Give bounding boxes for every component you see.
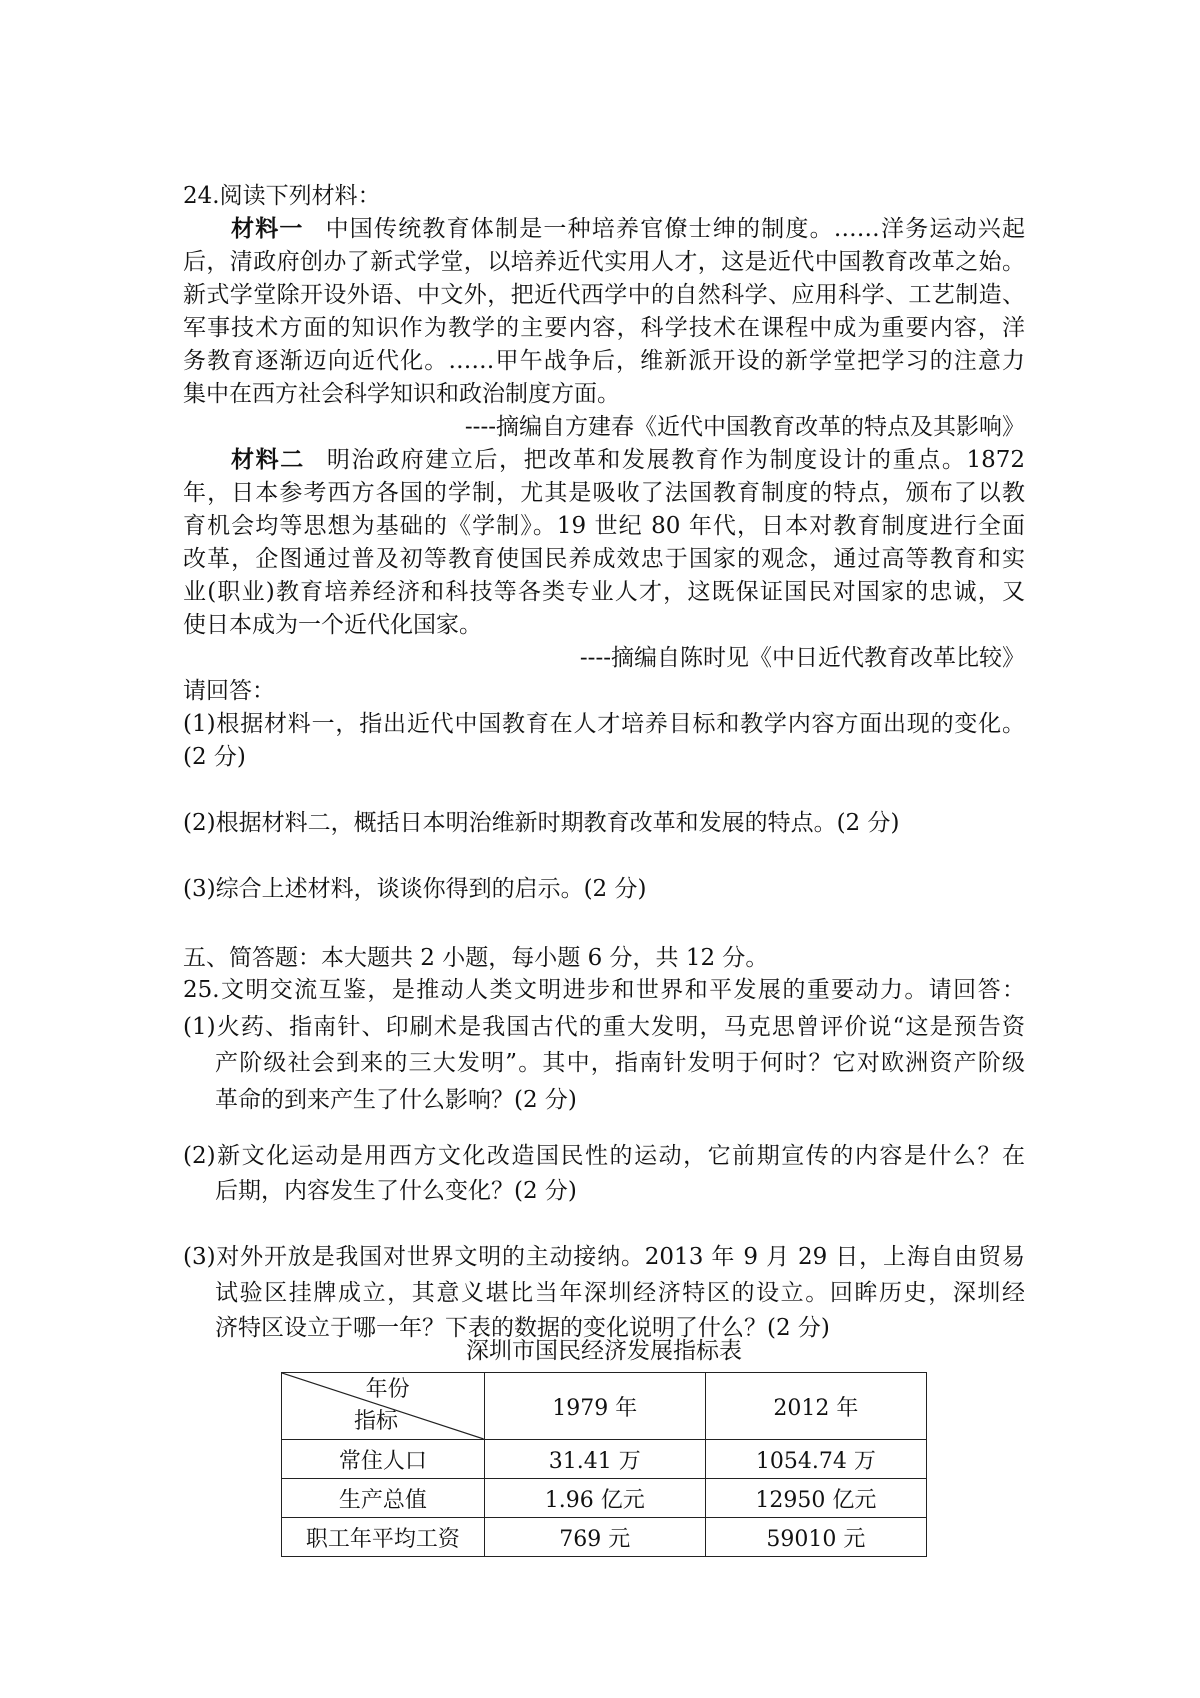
header-year-label: 年份 [365, 1377, 410, 1402]
material2-line: 改革，企图通过普及初等教育使国民养成效忠于国家的观念，通过高等教育和实 [183, 546, 1025, 572]
q24-heading: 24.阅读下列材料： [183, 183, 381, 209]
material1-label: 材料一 [231, 216, 304, 242]
q24-question-2: (2)根据材料二，概括日本明治维新时期教育改革和发展的特点。(2 分) [183, 810, 900, 836]
q25-question-3-line: 济特区设立于哪一年？下表的数据的变化说明了什么？(2 分) [215, 1315, 830, 1341]
material1-source: ----摘编自方建春《近代中国教育改革的特点及其影响》 [464, 414, 1025, 440]
q25-question-2: (2)新文化运动是用西方文化改造国民性的运动，它前期宣传的内容是什么？在 [183, 1143, 1025, 1169]
material1-line: 军事技术方面的知识作为教学的主要内容，科学技术在课程中成为重要内容，洋 [183, 315, 1025, 341]
material1-line: 务教育逐渐迈向近代化。……甲午战争后，维新派开设的新学堂把学习的注意力 [183, 348, 1025, 374]
table-row [282, 1518, 927, 1557]
material2-source: ----摘编自陈时见《中日近代教育改革比较》 [579, 645, 1025, 671]
table-cell: 59010 元 [705, 1518, 926, 1557]
material1-line: 集中在西方社会科学知识和政治制度方面。 [183, 381, 620, 407]
section-heading: 五、简答题：本大题共 2 小题，每小题 6 分，共 12 分。 [183, 945, 769, 971]
table-cell: 1.96 亿元 [484, 1479, 705, 1518]
material1-line: 后，清政府创办了新式学堂，以培养近代实用人才，这是近代中国教育改革之始。 [183, 249, 1025, 275]
table-title: 深圳市国民经济发展指标表 [466, 1338, 742, 1364]
table-header-row [282, 1373, 927, 1440]
material2-line: 业(职业)教育培养经济和科技等各类专业人才，这既保证国民对国家的忠诚，又 [183, 579, 1025, 605]
material2-line: 年，日本参考西方各国的学制，尤其是吸收了法国教育制度的特点，颁布了以教 [183, 480, 1025, 506]
q25-question-1-line: 革命的到来产生了什么影响？(2 分) [215, 1087, 577, 1113]
material2-line: 育机会均等思想为基础的《学制》。19 世纪 80 年代，日本对教育制度进行全面 [183, 513, 1025, 539]
answer-prompt: 请回答： [183, 678, 275, 704]
table-cell: 31.41 万 [484, 1440, 705, 1479]
q25-question-3: (3)对外开放是我国对世界文明的主动接纳。2013 年 9 月 29 日，上海自由贸易 [183, 1244, 1025, 1270]
table-row [282, 1440, 927, 1479]
q24-question-1-score: (2 分) [183, 744, 246, 770]
table-cell: 1054.74 万 [705, 1440, 926, 1479]
q25-question-2-line: 后期，内容发生了什么变化？(2 分) [215, 1178, 577, 1204]
material2-text: 明治政府建立后，把改革和发展教育作为制度设计的重点。1872 [326, 447, 1025, 473]
row-indicator: 生产总值 [282, 1479, 485, 1518]
q24-question-1: (1)根据材料一，指出近代中国教育在人才培养目标和教学内容方面出现的变化。 [183, 711, 1025, 737]
q25-stem: 25.文明交流互鉴，是推动人类文明进步和世界和平发展的重要动力。请回答： [183, 977, 1025, 1003]
table-cell: 12950 亿元 [705, 1479, 926, 1518]
material2-line [183, 444, 1025, 477]
q25-question-1: (1)火药、指南针、印刷术是我国古代的重大发明，马克思曾评价说“这是预告资 [183, 1014, 1025, 1040]
material2-line: 使日本成为一个近代化国家。 [183, 612, 482, 638]
header-indicator-label: 指标 [354, 1409, 399, 1434]
header-diagonal-cell [282, 1373, 485, 1440]
table-cell: 769 元 [484, 1518, 705, 1557]
material1-line: 新式学堂除开设外语、中文外，把近代西学中的自然科学、应用科学、工艺制造、 [183, 282, 1025, 308]
material2-label: 材料二 [231, 447, 305, 473]
q25-question-3-line: 试验区挂牌成立，其意义堪比当年深圳经济特区的设立。回眸历史，深圳经 [215, 1280, 1025, 1306]
material1-text: 中国传统教育体制是一种培养官僚士绅的制度。……洋务运动兴起 [325, 216, 1025, 242]
table-row [282, 1479, 927, 1518]
row-indicator: 职工年平均工资 [282, 1518, 485, 1557]
economic-indicators-table [281, 1372, 927, 1557]
material1-line [183, 213, 1025, 246]
q25-question-1-line: 产阶级社会到来的三大发明”。其中，指南针发明于何时？它对欧洲资产阶级 [215, 1050, 1025, 1076]
row-indicator: 常住人口 [282, 1440, 485, 1479]
q24-question-3: (3)综合上述材料，谈谈你得到的启示。(2 分) [183, 876, 647, 902]
column-header: 2012 年 [705, 1373, 926, 1440]
column-header: 1979 年 [484, 1373, 705, 1440]
